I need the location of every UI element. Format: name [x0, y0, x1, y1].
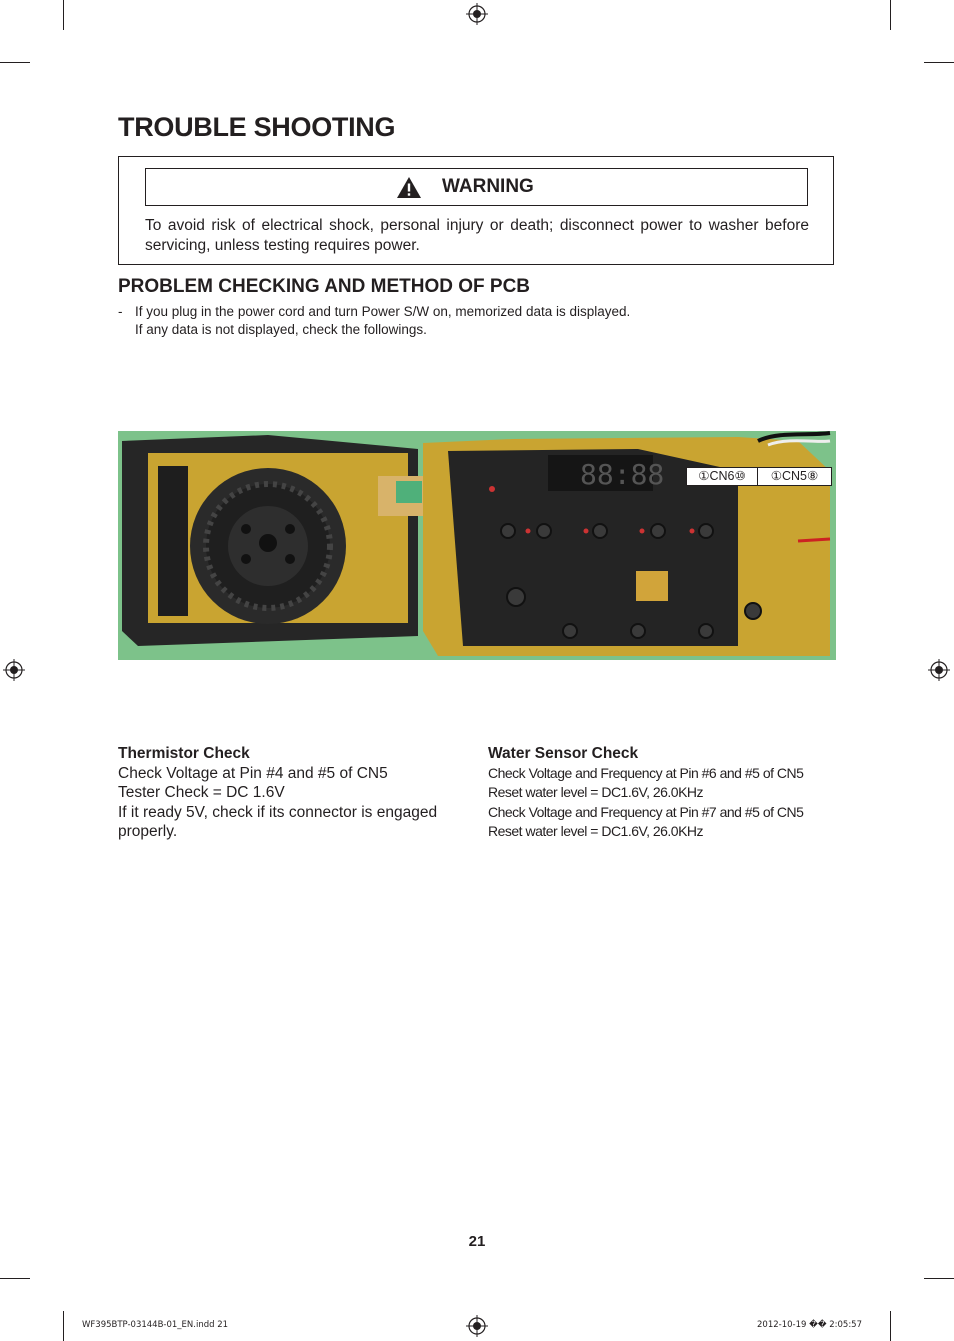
water-sensor-heading: Water Sensor Check: [488, 745, 639, 762]
water-sensor-line: Reset water level = DC1.6V, 26.0KHz: [488, 784, 704, 800]
connector-label-cn6: ①CN6⑩: [686, 467, 758, 486]
bullet-dash: -: [118, 304, 123, 319]
crop-mark: [924, 62, 954, 63]
registration-mark-icon: [466, 3, 488, 25]
crop-mark: [924, 1278, 954, 1279]
thermistor-line: Check Voltage at Pin #4 and #5 of CN5: [118, 764, 388, 782]
warning-text: To avoid risk of electrical shock, personal injury or death; disconnect power to washer before servicing, unless testing requires power.: [145, 217, 809, 254]
thermistor-line: properly.: [118, 823, 178, 840]
crop-mark: [63, 0, 64, 30]
crop-mark: [63, 1311, 64, 1341]
page-title: TROUBLE SHOOTING: [118, 112, 396, 142]
warning-label: WARNING: [442, 176, 534, 197]
crop-mark: [890, 1311, 891, 1341]
crop-mark: [0, 62, 30, 63]
footer-timestamp: 2012-10-19 �� 2:05:57: [757, 1320, 863, 1330]
registration-mark-icon: [928, 659, 950, 681]
page-number: 21: [468, 1233, 486, 1250]
warning-header: [145, 168, 808, 206]
svg-text:88:88: 88:88: [580, 458, 665, 491]
water-sensor-line: Check Voltage and Frequency at Pin #6 and #5 of CN5: [488, 764, 804, 781]
pcb-photo: [118, 431, 836, 660]
water-sensor-line: Reset water level = DC1.6V, 26.0KHz: [488, 823, 704, 839]
warning-triangle-icon: [396, 176, 422, 199]
thermistor-heading: Thermistor Check: [118, 745, 250, 762]
bullet-line: If you plug in the power cord and turn Power S/W on, memorized data is displayed.: [135, 304, 631, 319]
thermistor-line: Tester Check = DC 1.6V: [118, 784, 285, 801]
crop-mark: [0, 1278, 30, 1279]
registration-mark-icon: [3, 659, 25, 681]
crop-mark: [890, 0, 891, 30]
footer-file: WF395BTP-03144B-01_EN.indd 21: [82, 1320, 229, 1330]
water-sensor-line: Check Voltage and Frequency at Pin #7 and #5 of CN5: [488, 803, 804, 820]
thermistor-line: If it ready 5V, check if its connector is engaged: [118, 803, 438, 821]
connector-label-cn5: ①CN5⑧: [757, 467, 832, 486]
thermistor-check: [118, 744, 468, 842]
bullet-line: If any data is not displayed, check the followings.: [135, 322, 427, 337]
water-sensor-check: [488, 744, 848, 842]
section-heading: PROBLEM CHECKING AND METHOD OF PCB: [118, 276, 531, 297]
registration-mark-icon: [466, 1315, 488, 1337]
